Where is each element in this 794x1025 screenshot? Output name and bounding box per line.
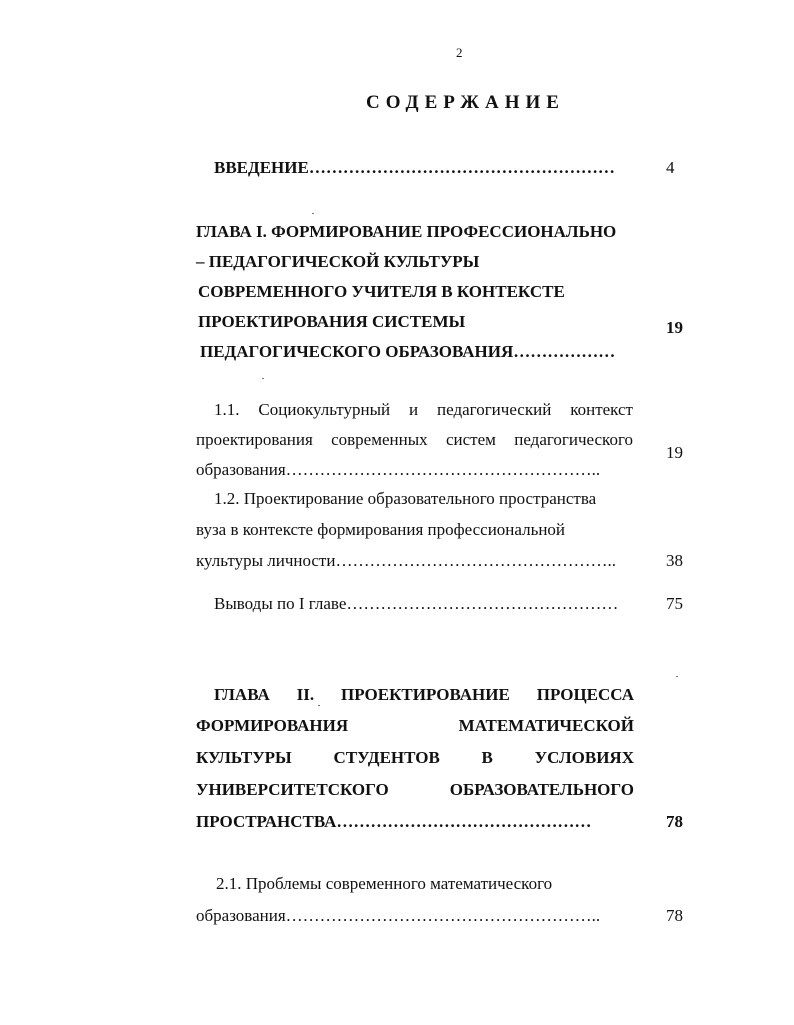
toc-section-2-1-line[interactable]: образования……………………………………………….. (196, 906, 601, 925)
toc-conclusions-1-page: 75 (666, 594, 683, 613)
toc-chapter2-line[interactable]: КУЛЬТУРЫ СТУДЕНТОВ В УСЛОВИЯХ (196, 748, 634, 767)
scan-speck (262, 378, 264, 379)
toc-chapter2-line[interactable]: ПРОСТРАНСТВА……………………………………… (196, 812, 592, 831)
toc-chapter1-line[interactable]: ПЕДАГОГИЧЕСКОГО ОБРАЗОВАНИЯ……………… (200, 342, 616, 361)
toc-section-1-1-line[interactable]: образования……………………………………………….. (196, 460, 601, 479)
page-number: 2 (456, 45, 463, 60)
toc-chapter2-page: 78 (666, 812, 683, 831)
toc-section-1-1-line[interactable]: проектирования современных систем педагогического (196, 430, 633, 449)
toc-intro-page: 4 (666, 158, 675, 177)
toc-section-1-2-line[interactable]: культуры личности………………………………………….. (196, 551, 616, 570)
scan-speck (318, 705, 320, 706)
page-title: СОДЕРЖАНИЕ (366, 92, 565, 113)
toc-section-1-1-page: 19 (666, 443, 683, 462)
toc-chapter2-line[interactable]: ФОРМИРОВАНИЯ МАТЕМАТИЧЕСКОЙ (196, 716, 634, 735)
toc-chapter1-line[interactable]: ГЛАВА I. ФОРМИРОВАНИЕ ПРОФЕССИОНАЛЬНО (196, 222, 617, 241)
toc-section-1-2-line[interactable]: вуза в контексте формирования профессиональной (196, 520, 566, 539)
toc-intro[interactable]: ВВЕДЕНИЕ……………………………………………… (214, 158, 615, 177)
toc-chapter1-page: 19 (666, 318, 683, 337)
toc-section-2-1-page: 78 (666, 906, 683, 925)
toc-chapter1-line[interactable]: ПРОЕКТИРОВАНИЯ СИСТЕМЫ (198, 312, 466, 331)
scan-speck (676, 676, 678, 677)
toc-section-1-2-line[interactable]: 1.2. Проектирование образовательного пространства (214, 489, 597, 508)
toc-chapter2-line[interactable]: ГЛАВА II. ПРОЕКТИРОВАНИЕ ПРОЦЕССА (214, 685, 634, 704)
toc-conclusions-1[interactable]: Выводы по I главе………………………………………… (214, 594, 619, 613)
toc-section-1-2-page: 38 (666, 551, 683, 570)
scan-speck (312, 213, 314, 214)
toc-chapter1-line[interactable]: – ПЕДАГОГИЧЕСКОЙ КУЛЬТУРЫ (196, 252, 480, 271)
toc-section-1-1-line[interactable]: 1.1. Социокультурный и педагогический контекст (214, 400, 633, 419)
toc-chapter2-line[interactable]: УНИВЕРСИТЕТСКОГО ОБРАЗОВАТЕЛЬНОГО (196, 780, 634, 799)
toc-section-2-1-line[interactable]: 2.1. Проблемы современного математического (216, 874, 553, 893)
toc-chapter1-line[interactable]: СОВРЕМЕННОГО УЧИТЕЛЯ В КОНТЕКСТЕ (198, 282, 565, 301)
